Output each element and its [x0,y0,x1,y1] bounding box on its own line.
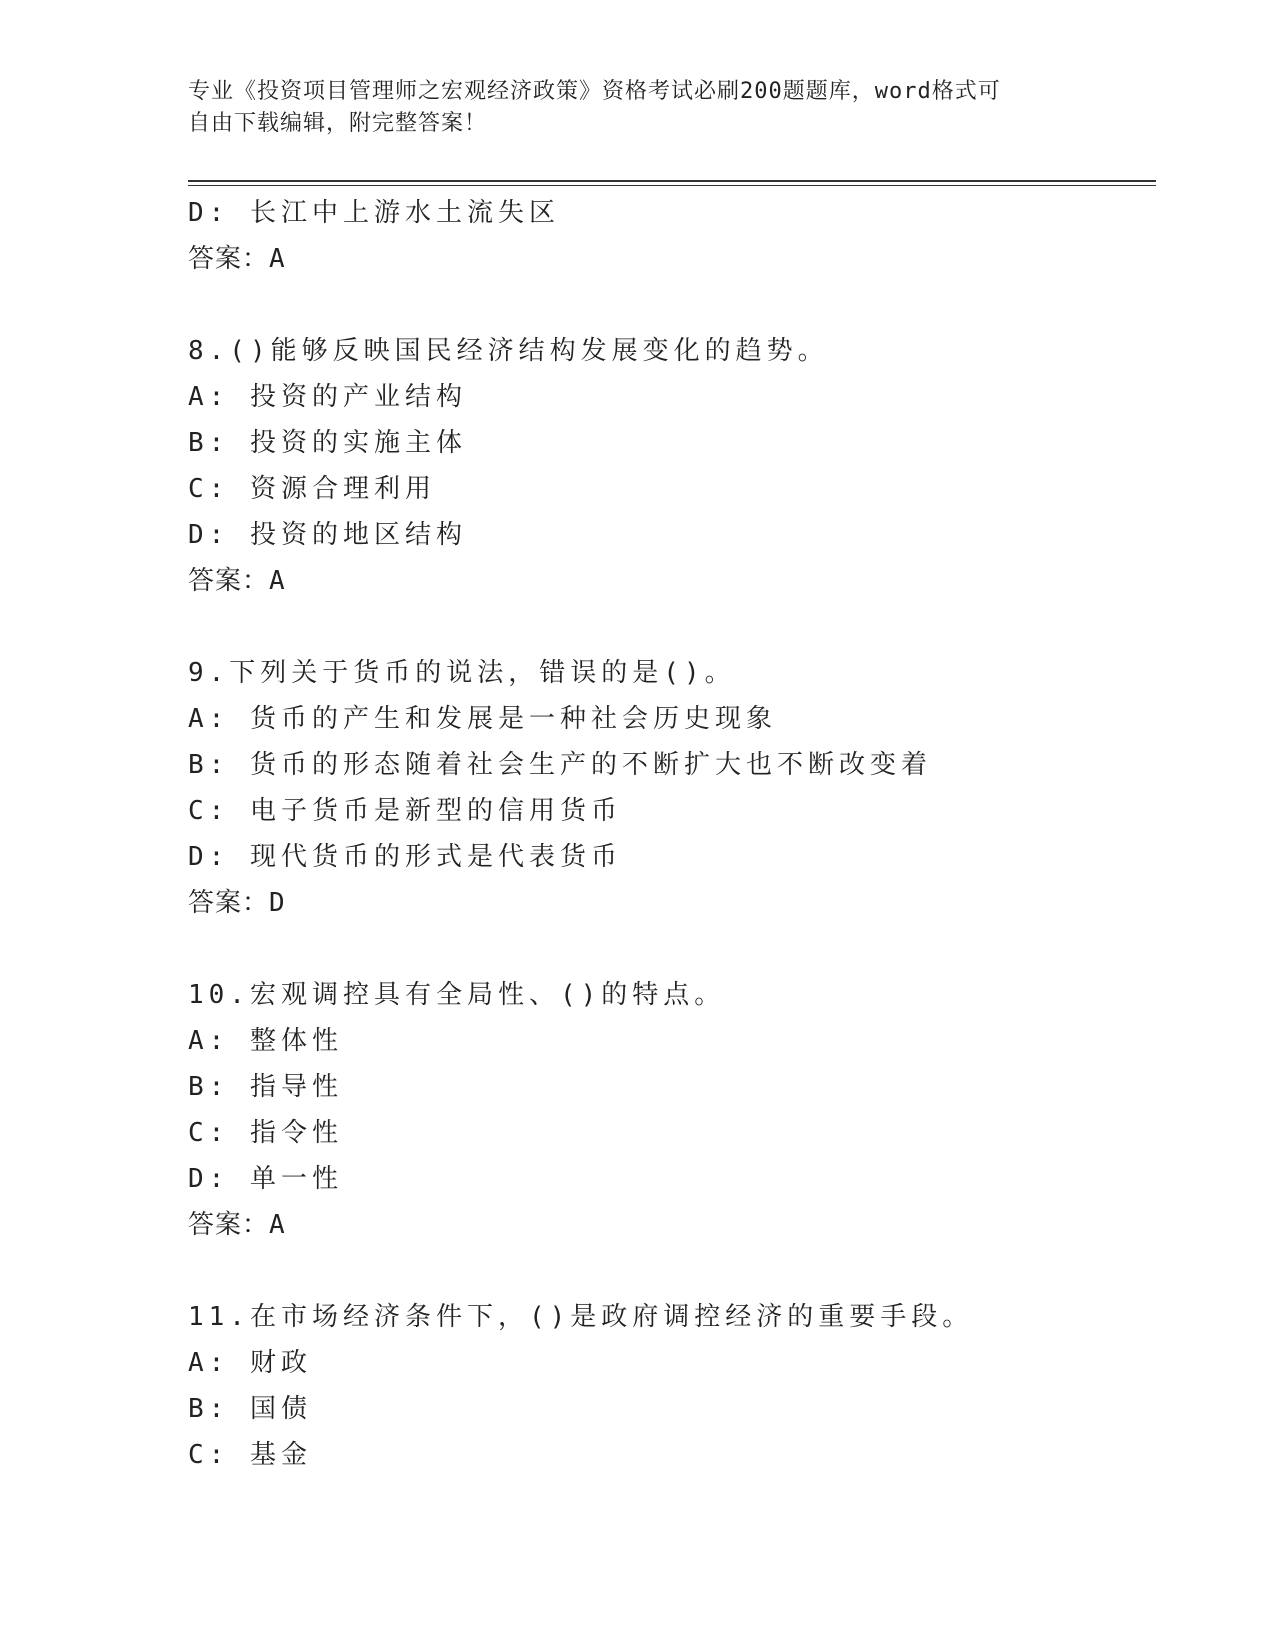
question-8-answer: 答案：A [188,566,286,596]
header-line-1: 专业《投资项目管理师之宏观经济政策》资格考试必刷200题题库，word格式可 [188,79,1001,104]
question-10-option-d: D: 单一性 [188,1164,343,1194]
question-11-stem: 11.在市场经济条件下，()是政府调控经济的重要手段。 [188,1302,974,1332]
question-8-option-d: D: 投资的地区结构 [188,520,467,550]
question-10-option-b: B: 指导性 [188,1072,343,1102]
question-10-option-a: A: 整体性 [188,1026,343,1056]
header-divider-thick [188,180,1156,182]
header-line-2: 自由下载编辑，附完整答案！ [188,111,488,136]
question-8-option-b: B: 投资的实施主体 [188,428,467,458]
question-11-option-a: A: 财政 [188,1348,312,1378]
spacer [188,604,1148,650]
prev-answer: 答案：A [188,244,286,274]
question-9-option-b: B: 货币的形态随着社会生产的不断扩大也不断改变着 [188,750,932,780]
spacer [188,1248,1148,1294]
question-8-option-c: C: 资源合理利用 [188,474,436,504]
spacer [188,926,1148,972]
question-10-stem: 10.宏观调控具有全局性、()的特点。 [188,980,726,1010]
question-10-answer: 答案：A [188,1210,286,1240]
question-9-stem: 9.下列关于货币的说法，错误的是()。 [188,658,736,688]
question-9-option-a: A: 货币的产生和发展是一种社会历史现象 [188,704,777,734]
question-9-answer: 答案：D [188,888,286,918]
document-header [188,76,1068,140]
question-list [188,190,1148,1478]
spacer [188,282,1148,328]
question-8-option-a: A: 投资的产业结构 [188,382,467,412]
question-11-option-b: B: 国债 [188,1394,312,1424]
prev-option-d: D: 长江中上游水土流失区 [188,198,560,228]
question-9-option-d: D: 现代货币的形式是代表货币 [188,842,622,872]
question-8-stem: 8.()能够反映国民经济结构发展变化的趋势。 [188,336,829,366]
question-10-option-c: C: 指令性 [188,1118,343,1148]
question-11-option-c: C: 基金 [188,1440,312,1470]
header-divider-thin [188,185,1156,186]
question-9-option-c: C: 电子货币是新型的信用货币 [188,796,622,826]
